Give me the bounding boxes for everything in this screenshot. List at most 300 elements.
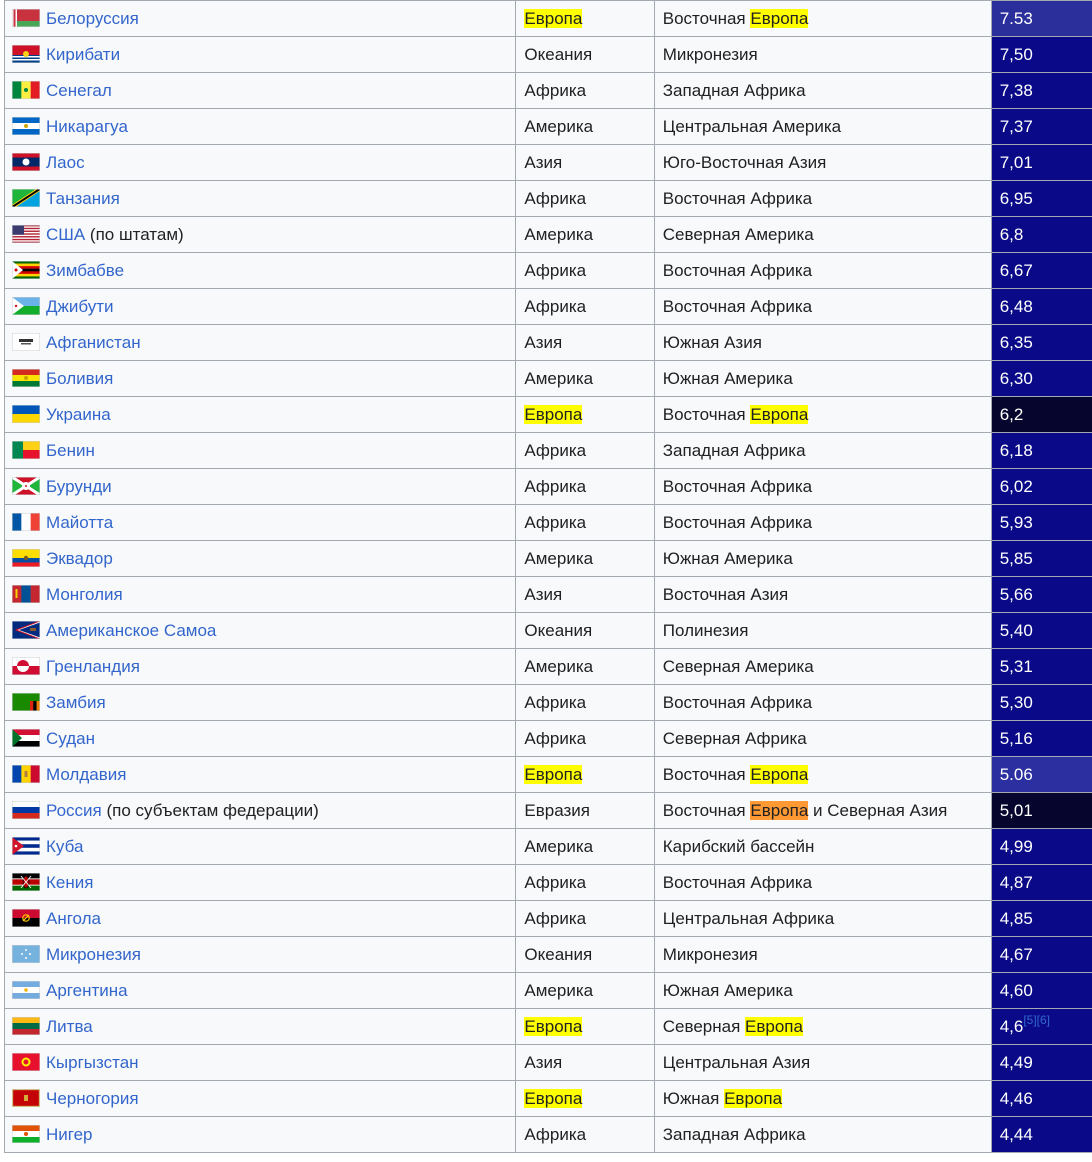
country-cell [5,1045,516,1081]
region-cell [654,685,991,721]
value-number: 7,50 [999,44,1033,64]
country-cell [5,253,516,289]
country-link[interactable]: Лаос [46,152,85,172]
region-cell [654,1009,991,1045]
flag-icon [12,477,40,495]
value-cell [991,109,1092,145]
country-link[interactable]: Боливия [46,368,114,388]
flag-icon [12,9,40,27]
table-row [5,901,1092,937]
region-text: Восточная Африка [662,872,813,892]
flag-icon [12,405,40,423]
country-link[interactable]: Кения [46,872,94,892]
table-row [5,433,1092,469]
table-row [5,685,1092,721]
table-row [5,217,1092,253]
continent-cell [516,541,654,577]
value-number: 7,01 [999,152,1033,172]
table-row [5,1081,1092,1117]
continent-label: Африка [524,1124,587,1144]
region-text: Восточная [662,764,751,784]
continent-label: Африка [524,476,587,496]
country-link[interactable]: Молдавия [46,764,127,784]
flag-icon [12,1053,40,1071]
flag-icon [12,333,40,351]
table-row [5,145,1092,181]
value-number: 6,8 [999,224,1024,244]
reference-link[interactable]: [5][6] [1023,1012,1051,1027]
value-cell [991,757,1092,793]
flag-icon [12,297,40,315]
country-cell [5,685,516,721]
country-cell [5,757,516,793]
table-row [5,865,1092,901]
table-body [5,1,1092,1153]
flag-icon [12,909,40,927]
continent-label: Африка [524,872,587,892]
continent-cell [516,865,654,901]
continent-label: Америка [524,656,594,676]
value-cell [991,217,1092,253]
flag-icon [12,153,40,171]
continent-cell [516,685,654,721]
continent-label: Азия [524,152,563,172]
flag-icon [12,369,40,387]
continent-label: Африка [524,296,587,316]
continent-label: Океания [524,44,593,64]
flag-icon [12,945,40,963]
flag-icon [12,81,40,99]
value-cell [991,361,1092,397]
country-link[interactable]: Замбия [46,692,106,712]
continent-label: Африка [524,188,587,208]
country-cell [5,73,516,109]
country-cell [5,181,516,217]
flag-icon [12,657,40,675]
continent-cell [516,577,654,613]
continent-cell [516,325,654,361]
region-text: Восточная Африка [662,512,813,532]
region-cell [654,289,991,325]
value-number: 4,44 [999,1124,1033,1144]
table-row [5,793,1092,829]
region-text: Центральная Америка [662,116,842,136]
value-cell [991,145,1092,181]
country-cell [5,145,516,181]
region-text: Европа [724,1088,783,1108]
country-link[interactable]: Сенегал [46,80,112,100]
region-text: Карибский бассейн [662,836,815,856]
table-row [5,505,1092,541]
continent-label: Африка [524,260,587,280]
region-text: Микронезия [662,944,758,964]
country-link[interactable]: Судан [46,728,95,748]
country-link[interactable]: Никарагуа [46,116,128,136]
continent-label: Африка [524,512,587,532]
continent-cell [516,469,654,505]
country-cell [5,937,516,973]
flag-icon [12,513,40,531]
value-cell [991,1117,1092,1153]
value-cell [991,937,1092,973]
value-number: 6,30 [999,368,1033,388]
value-cell [991,469,1092,505]
table-row [5,577,1092,613]
flag-icon [12,225,40,243]
flag-icon [12,1089,40,1107]
country-link[interactable]: Белоруссия [46,8,139,28]
continent-cell [516,1045,654,1081]
value-number: 7,37 [999,116,1033,136]
country-link[interactable]: Россия [46,800,102,820]
value-cell [991,73,1092,109]
country-cell [5,901,516,937]
country-cell [5,397,516,433]
value-number: 4,6 [999,1016,1024,1036]
region-cell [654,865,991,901]
value-number: 5,66 [999,584,1033,604]
continent-cell [516,217,654,253]
value-number: 4,60 [999,980,1033,1000]
continent-label: Африка [524,692,587,712]
continent-cell [516,433,654,469]
value-number: 5,93 [999,512,1033,532]
table-row [5,469,1092,505]
continent-label: Азия [524,1052,563,1072]
table-row [5,289,1092,325]
value-cell [991,37,1092,73]
value-number: 6,48 [999,296,1033,316]
value-number: 6,02 [999,476,1033,496]
flag-icon [12,873,40,891]
country-link[interactable]: Афганистан [46,332,141,352]
table-row [5,613,1092,649]
value-cell [991,1009,1092,1045]
country-link[interactable]: Куба [46,836,84,856]
country-cell [5,1081,516,1117]
continent-cell [516,1,654,37]
country-cell [5,37,516,73]
value-number: 7,38 [999,80,1033,100]
continent-cell [516,829,654,865]
region-cell [654,361,991,397]
continent-cell [516,505,654,541]
continent-label: Африка [524,908,587,928]
continent-cell [516,649,654,685]
value-cell [991,1081,1092,1117]
region-text: Восточная Африка [662,692,813,712]
region-text: Восточная Африка [662,296,813,316]
region-text: Северная Америка [662,656,814,676]
country-link[interactable]: Эквадор [46,548,113,568]
region-cell [654,1117,991,1153]
region-text: Европа [745,1016,803,1036]
continent-cell [516,145,654,181]
region-cell [654,433,991,469]
flag-icon [12,801,40,819]
continent-cell [516,973,654,1009]
region-text: Восточная [662,404,751,424]
country-link[interactable]: Американское Самоа [46,620,217,640]
region-text: Восточная [662,800,751,820]
region-cell [654,577,991,613]
region-cell [654,325,991,361]
flag-icon [12,621,40,639]
table-row [5,397,1092,433]
flag-icon [12,981,40,999]
country-cell [5,505,516,541]
value-cell [991,325,1092,361]
flag-icon [12,117,40,135]
region-text: Европа [750,800,809,820]
country-cell [5,793,516,829]
value-cell [991,577,1092,613]
continent-label: Европа [524,764,583,784]
country-link[interactable]: Черногория [46,1088,139,1108]
region-text: Северная Америка [662,224,814,244]
continent-cell [516,181,654,217]
value-cell [991,865,1092,901]
region-text: Южная Америка [662,548,793,568]
region-cell [654,253,991,289]
country-cell [5,469,516,505]
region-cell [654,181,991,217]
country-cell [5,1,516,37]
continent-label: Европа [524,1016,583,1036]
country-link[interactable]: Джибути [46,296,114,316]
flag-icon [12,837,40,855]
country-link[interactable]: Микронезия [46,944,141,964]
region-text: Европа [750,404,809,424]
country-suffix: (по штатам) [85,224,184,244]
region-text: Северная [662,1016,746,1036]
country-cell [5,577,516,613]
continent-cell [516,1117,654,1153]
value-number: 4,49 [999,1052,1033,1072]
value-number: 4,99 [999,836,1033,856]
region-cell [654,145,991,181]
country-link[interactable]: Зимбабве [46,260,125,280]
table-row [5,649,1092,685]
value-cell [991,253,1092,289]
continent-cell [516,361,654,397]
continent-label: Америка [524,368,594,388]
country-cell [5,541,516,577]
region-text: Восточная Африка [662,476,813,496]
value-number: 6,95 [999,188,1033,208]
table-row [5,541,1092,577]
country-cell [5,325,516,361]
country-link[interactable]: США [46,224,86,244]
value-cell [991,829,1092,865]
country-link[interactable]: Украина [46,404,111,424]
continent-cell [516,613,654,649]
region-text: Южная Азия [662,332,762,352]
region-text: Полинезия [662,620,749,640]
continent-cell [516,109,654,145]
country-link[interactable]: Литва [46,1016,93,1036]
value-cell [991,793,1092,829]
table-row [5,829,1092,865]
region-text: Южная Америка [662,368,793,388]
country-link[interactable]: Монголия [46,584,123,604]
region-cell [654,73,991,109]
flag-icon [12,1017,40,1035]
country-link[interactable]: Кыргызстан [46,1052,139,1072]
flag-icon [12,693,40,711]
value-number: 7.53 [999,8,1033,28]
table-row [5,937,1092,973]
continent-label: Америка [524,548,594,568]
value-number: 6,2 [999,404,1024,424]
region-cell [654,613,991,649]
flag-icon [12,765,40,783]
continent-cell [516,37,654,73]
region-cell [654,37,991,73]
value-cell [991,397,1092,433]
continent-cell [516,1009,654,1045]
region-cell [654,217,991,253]
continent-label: Европа [524,1088,583,1108]
continent-cell [516,73,654,109]
country-cell [5,973,516,1009]
region-cell [654,109,991,145]
country-link[interactable]: Майотта [46,512,114,532]
continent-label: Африка [524,80,587,100]
continent-label: Америка [524,836,594,856]
value-cell [991,505,1092,541]
region-text: Европа [750,764,809,784]
value-number: 4,67 [999,944,1033,964]
continent-label: Америка [524,116,594,136]
country-suffix: (по субъектам федерации) [101,800,319,820]
table-row [5,1117,1092,1153]
region-text: и Северная Азия [808,800,948,820]
country-cell [5,649,516,685]
region-cell [654,1,991,37]
country-cell [5,289,516,325]
region-cell [654,397,991,433]
flag-icon [12,189,40,207]
continent-cell [516,1081,654,1117]
value-number: 5,31 [999,656,1033,676]
country-link[interactable]: Кирибати [46,44,121,64]
region-text: Северная Африка [662,728,807,748]
continent-label: Америка [524,980,594,1000]
value-number: 4,85 [999,908,1033,928]
region-cell [654,793,991,829]
continent-cell [516,937,654,973]
flag-icon [12,45,40,63]
region-cell [654,757,991,793]
value-cell [991,649,1092,685]
region-text: Западная Африка [662,1124,806,1144]
country-cell [5,1117,516,1153]
continent-label: Азия [524,332,563,352]
country-link[interactable]: Ангола [46,908,102,928]
country-link[interactable]: Аргентина [46,980,128,1000]
region-text: Европа [750,8,809,28]
country-cell [5,829,516,865]
value-cell [991,973,1092,1009]
country-cell [5,865,516,901]
region-cell [654,721,991,757]
region-cell [654,649,991,685]
continent-label: Океания [524,620,593,640]
region-text: Восточная Африка [662,260,813,280]
flag-icon [12,441,40,459]
value-cell [991,721,1092,757]
country-link[interactable]: Бурунди [46,476,112,496]
value-cell [991,685,1092,721]
continent-cell [516,253,654,289]
table-row [5,721,1092,757]
continent-label: Европа [524,8,583,28]
value-number: 4,87 [999,872,1033,892]
country-link[interactable]: Бенин [46,440,95,460]
value-cell [991,901,1092,937]
region-cell [654,829,991,865]
region-text: Центральная Азия [662,1052,811,1072]
table-row [5,757,1092,793]
continent-label: Европа [524,404,583,424]
region-text: Западная Африка [662,80,806,100]
flag-icon [12,585,40,603]
region-cell [654,505,991,541]
table-row [5,1,1092,37]
country-link[interactable]: Гренландия [46,656,140,676]
value-number: 5.06 [999,764,1033,784]
region-cell [654,1081,991,1117]
region-text: Микронезия [662,44,758,64]
region-cell [654,937,991,973]
flag-icon [12,729,40,747]
continent-label: Африка [524,728,587,748]
country-link[interactable]: Нигер [46,1124,93,1144]
table-row [5,1009,1092,1045]
value-number: 5,40 [999,620,1033,640]
continent-label: Евразия [524,800,590,820]
value-number: 6,67 [999,260,1033,280]
flag-icon [12,1125,40,1143]
continent-cell [516,901,654,937]
table-row [5,109,1092,145]
value-cell [991,433,1092,469]
country-cell [5,433,516,469]
value-number: 5,85 [999,548,1033,568]
region-text: Восточная [662,8,751,28]
continent-label: Америка [524,224,594,244]
value-cell [991,541,1092,577]
country-cell [5,613,516,649]
value-cell [991,289,1092,325]
country-link[interactable]: Танзания [46,188,120,208]
country-cell [5,109,516,145]
value-cell [991,1045,1092,1081]
table-row [5,973,1092,1009]
value-cell [991,1,1092,37]
table-row [5,361,1092,397]
continent-cell [516,757,654,793]
region-cell [654,469,991,505]
region-cell [654,541,991,577]
table-row [5,181,1092,217]
region-text: Южная [662,1088,725,1108]
country-cell [5,1009,516,1045]
value-number: 6,18 [999,440,1033,460]
region-text: Западная Африка [662,440,806,460]
continent-cell [516,397,654,433]
